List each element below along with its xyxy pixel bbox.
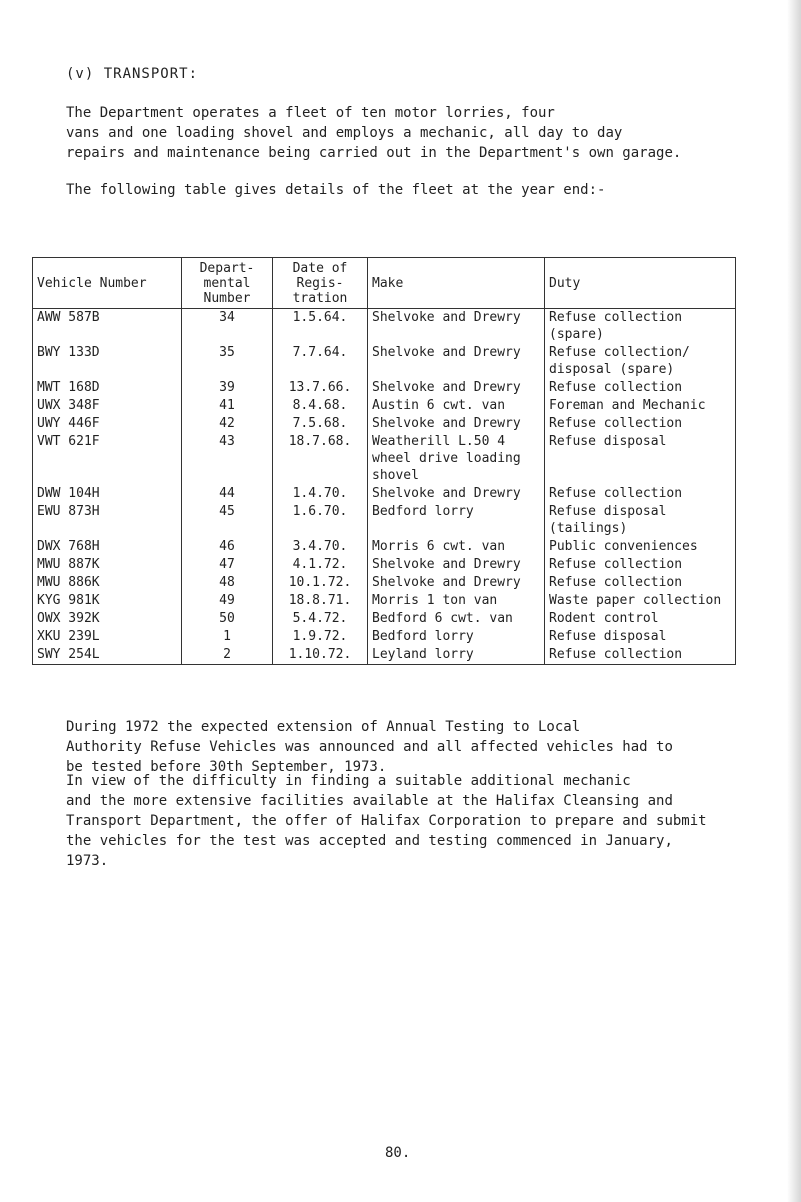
cell-vehicle: KYG 981K [33, 592, 182, 610]
table-row [33, 397, 736, 415]
table-row [33, 628, 736, 646]
header-duty: Duty [545, 258, 736, 309]
cell-date: 1.10.72. [273, 646, 368, 665]
cell-make: Shelvoke and Drewry [368, 415, 545, 433]
table-row [33, 556, 736, 574]
cell-vehicle: OWX 392K [33, 610, 182, 628]
intro-line: repairs and maintenance being carried out in the Department's own garage. [66, 145, 682, 161]
cell-vehicle: AWW 587B [33, 309, 182, 345]
cell-make: Morris 1 ton van [368, 592, 545, 610]
cell-duty: Refuse disposal (tailings) [545, 503, 736, 538]
cell-duty: Refuse collection [545, 574, 736, 592]
fleet-table [32, 257, 736, 665]
testing-line: Authority Refuse Vehicles was announced and all affected vehicles had to [66, 739, 673, 755]
cell-make: Bedford 6 cwt. van [368, 610, 545, 628]
cell-date: 1.5.64. [273, 309, 368, 345]
cell-vehicle: DWX 768H [33, 538, 182, 556]
cell-vehicle: VWT 621F [33, 433, 182, 485]
table-row [33, 592, 736, 610]
cell-make: Shelvoke and Drewry [368, 379, 545, 397]
cell-duty: Refuse collection [545, 556, 736, 574]
cell-make: Bedford lorry [368, 628, 545, 646]
cell-dept: 35 [182, 344, 273, 379]
cell-dept: 41 [182, 397, 273, 415]
cell-date: 10.1.72. [273, 574, 368, 592]
table-row [33, 344, 736, 379]
testing-paragraph [66, 717, 756, 777]
table-intro [66, 180, 756, 200]
cell-vehicle: DWW 104H [33, 485, 182, 503]
testing-line: During 1972 the expected extension of Annual Testing to Local [66, 719, 581, 735]
cell-duty: Refuse collection (spare) [545, 309, 736, 345]
cell-dept: 43 [182, 433, 273, 485]
cell-dept: 2 [182, 646, 273, 665]
cell-duty: Rodent control [545, 610, 736, 628]
header-vehicle-number: Vehicle Number [33, 258, 182, 309]
table-header-row [33, 258, 736, 309]
cell-make: Bedford lorry [368, 503, 545, 538]
cell-dept: 50 [182, 610, 273, 628]
cell-make: Austin 6 cwt. van [368, 397, 545, 415]
cell-dept: 46 [182, 538, 273, 556]
cell-date: 4.1.72. [273, 556, 368, 574]
cell-date: 3.4.70. [273, 538, 368, 556]
cell-date: 7.7.64. [273, 344, 368, 379]
table-row [33, 485, 736, 503]
table-row [33, 415, 736, 433]
cell-duty: Refuse collection/ disposal (spare) [545, 344, 736, 379]
cell-dept: 42 [182, 415, 273, 433]
cell-vehicle: UWX 348F [33, 397, 182, 415]
header-make: Make [368, 258, 545, 309]
cell-make: Shelvoke and Drewry [368, 309, 545, 345]
mechanic-paragraph [66, 771, 756, 871]
page-edge-shadow [787, 0, 801, 1202]
table-intro-line: The following table gives details of the fleet at the year end:- [66, 182, 606, 198]
table-row [33, 538, 736, 556]
cell-dept: 47 [182, 556, 273, 574]
cell-date: 18.7.68. [273, 433, 368, 485]
mechanic-line: In view of the difficulty in finding a suitable additional mechanic [66, 773, 631, 789]
cell-duty: Refuse collection [545, 379, 736, 397]
cell-make: Shelvoke and Drewry [368, 556, 545, 574]
cell-make: Shelvoke and Drewry [368, 485, 545, 503]
table-row [33, 309, 736, 345]
table-row [33, 379, 736, 397]
cell-dept: 49 [182, 592, 273, 610]
cell-date: 18.8.71. [273, 592, 368, 610]
cell-date: 13.7.66. [273, 379, 368, 397]
cell-make: Shelvoke and Drewry [368, 574, 545, 592]
page-number: 80. [385, 1145, 411, 1161]
cell-vehicle: UWY 446F [33, 415, 182, 433]
cell-dept: 39 [182, 379, 273, 397]
cell-dept: 34 [182, 309, 273, 345]
cell-dept: 44 [182, 485, 273, 503]
cell-date: 1.9.72. [273, 628, 368, 646]
cell-vehicle: XKU 239L [33, 628, 182, 646]
cell-vehicle: BWY 133D [33, 344, 182, 379]
header-departmental-number: Depart- mental Number [182, 258, 273, 309]
cell-date: 5.4.72. [273, 610, 368, 628]
mechanic-line: Transport Department, the offer of Halifax Corporation to prepare and submit [66, 813, 707, 829]
intro-line: The Department operates a fleet of ten motor lorries, four [66, 105, 555, 121]
mechanic-line: the vehicles for the test was accepted and testing commenced in January, [66, 833, 673, 849]
cell-duty: Refuse collection [545, 415, 736, 433]
table-row [33, 433, 736, 485]
cell-duty: Foreman and Mechanic [545, 397, 736, 415]
intro-paragraph [66, 103, 756, 163]
cell-date: 1.6.70. [273, 503, 368, 538]
cell-vehicle: EWU 873H [33, 503, 182, 538]
mechanic-line: and the more extensive facilities available at the Halifax Cleansing and [66, 793, 673, 809]
testing-line: be tested before 30th September, 1973. [66, 759, 387, 775]
cell-duty: Public conveniences [545, 538, 736, 556]
cell-vehicle: MWU 887K [33, 556, 182, 574]
cell-vehicle: SWY 254L [33, 646, 182, 665]
intro-line: vans and one loading shovel and employs a mechanic, all day to day [66, 125, 623, 141]
table-row [33, 574, 736, 592]
cell-date: 8.4.68. [273, 397, 368, 415]
cell-vehicle: MWT 168D [33, 379, 182, 397]
cell-duty: Refuse collection [545, 485, 736, 503]
cell-duty: Waste paper collection [545, 592, 736, 610]
header-date-of-registration: Date of Regis- tration [273, 258, 368, 309]
table-row [33, 610, 736, 628]
cell-dept: 48 [182, 574, 273, 592]
cell-duty: Refuse disposal [545, 433, 736, 485]
cell-duty: Refuse disposal [545, 628, 736, 646]
section-heading: (v) TRANSPORT: [66, 66, 199, 82]
cell-make: Shelvoke and Drewry [368, 344, 545, 379]
mechanic-line: 1973. [66, 853, 109, 869]
cell-date: 1.4.70. [273, 485, 368, 503]
table-row [33, 646, 736, 665]
cell-duty: Refuse collection [545, 646, 736, 665]
cell-dept: 45 [182, 503, 273, 538]
cell-make: Weatherill L.50 4 wheel drive loading shovel [368, 433, 545, 485]
cell-make: Morris 6 cwt. van [368, 538, 545, 556]
table-row [33, 503, 736, 538]
cell-make: Leyland lorry [368, 646, 545, 665]
cell-dept: 1 [182, 628, 273, 646]
cell-vehicle: MWU 886K [33, 574, 182, 592]
cell-date: 7.5.68. [273, 415, 368, 433]
